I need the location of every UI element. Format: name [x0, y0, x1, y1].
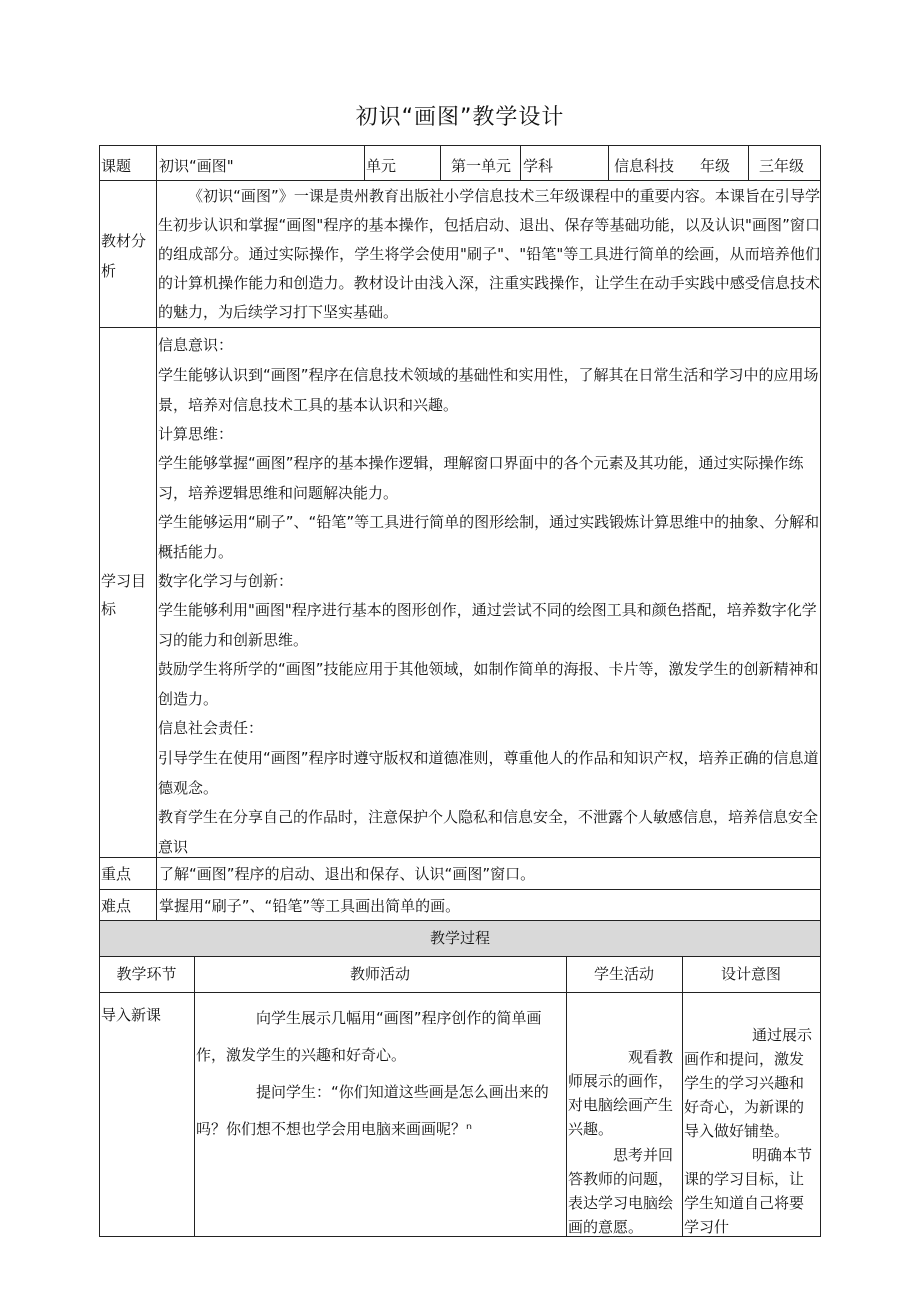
unit-label: 单元	[366, 157, 397, 175]
table-line	[520, 145, 521, 180]
student-activity: 观看教师展示的画作，对电脑绘画产生兴趣。	[568, 1048, 674, 1138]
process-header: 学生活动	[593, 965, 654, 983]
grade-value: 三年级	[759, 157, 805, 175]
analysis-text: 《初识“画图”》一课是贵州教育出版社小学信息技术三年级课程中的重要内容。本课旨在引导学生初步认识和掌握“画图"程序的基本操作，包括启动、退出、保存等基础功能，以及认识"画图”窗口的组成部分。通过实际操作，学生将学会使用"刷子"、"铅笔"等工具进行简单的绘画，从而培养他们的计算机操作能力和创造力。教材设计由浅入深，注重实践操作，让学生在动手实践中感受信息技术的魅力，为后续学习打下坚实基础。	[158, 187, 820, 321]
teacher-activity: 提问学生：“你们知道这些画是怎么画出来的吗？你们想不想也学会用电脑来画画呢？ⁿ	[196, 1083, 549, 1138]
table-line	[99, 327, 821, 328]
process-header: 设计意图	[720, 965, 781, 983]
table-line	[748, 145, 749, 180]
table-line	[99, 992, 821, 993]
analysis-label-line: 析	[101, 262, 117, 280]
table-line	[682, 956, 683, 1237]
process-header: 教学环节	[116, 965, 177, 983]
page-title: 初识“画图”教学设计	[355, 105, 565, 130]
table-line	[364, 145, 365, 180]
objective-item: 数字化学习与创新：	[158, 572, 294, 590]
table-line	[99, 956, 821, 957]
objective-item: 学生能够利用"画图"程序进行基本的图形创作，通过尝试不同的绘图工具和颜色搭配，培养数字化学习的能力和创新思维。	[158, 601, 817, 649]
student-activity: 思考并回答教师的问题，表达学习电脑绘画的意愿。	[568, 1146, 674, 1236]
table-line	[99, 920, 821, 921]
design-intent: 明确本节课的学习目标，让学生知道自己将要学习什	[684, 1146, 813, 1236]
table-line	[566, 956, 567, 1237]
table-line	[440, 145, 441, 180]
objective-item: 教育学生在分享自己的作品时，注意保护个人隐私和信息安全，不泄露个人敏感信息，培养信息安全意识	[158, 808, 819, 856]
objective-item: 引导学生在使用“画图”程序时遵守版权和道德准则，尊重他人的作品和知识产权，培养正确的信息道德观念。	[158, 749, 819, 797]
difficulty-text: 掌握用“刷子”、“铅笔”等工具画出简单的画。	[159, 897, 461, 915]
course-label: 课题	[101, 157, 132, 175]
table-line	[156, 145, 157, 920]
objective-item: 计算思维：	[158, 425, 234, 443]
table-line	[99, 889, 821, 890]
objective-item: 信息社会责任：	[158, 719, 264, 737]
table-line	[99, 145, 100, 1237]
table-line	[608, 145, 609, 180]
course-value: 初识“画图"	[159, 157, 234, 175]
objective-item: 学生能够认识到“画图”程序在信息技术领域的基础性和实用性，了解其在日常生活和学习中的应用场景，培养对信息技术工具的基本认识和兴趣。	[158, 366, 819, 414]
grade-label: 年级	[700, 157, 731, 175]
objective-item: 学生能够掌握“画图”程序的基本操作逻辑，理解窗口界面中的各个元素及其功能，通过实际操作练习，培养逻辑思维和问题解决能力。	[158, 454, 804, 502]
analysis-label-line: 教材分	[101, 232, 147, 250]
objectives-label-line: 标	[101, 600, 117, 618]
table-line	[99, 145, 821, 146]
key-point-label: 重点	[101, 865, 132, 883]
table-line	[820, 145, 821, 1237]
subject-value: 信息科技	[614, 157, 675, 175]
design-intent: 通过展示画作和提问，激发学生的学习兴趣和好奇心，为新课的导入做好铺垫。	[684, 1026, 813, 1140]
unit-value: 第一单元	[451, 157, 512, 175]
process-stage: 导入新课	[101, 1006, 162, 1024]
objectives-label-line: 学习目	[101, 572, 147, 590]
objectives-clip	[158, 330, 820, 856]
difficulty-label: 难点	[101, 897, 132, 915]
objective-item: 信息意识：	[158, 336, 234, 354]
process-heading: 教学过程	[429, 929, 490, 947]
objective-item: 学生能够运用“刷子”、“铅笔”等工具进行简单的图形绘制，通过实践锻炼计算思维中的抽象、分解和概括能力。	[158, 513, 820, 561]
table-line	[194, 956, 195, 1237]
table-line	[99, 180, 821, 181]
table-line	[99, 857, 821, 858]
objective-item: 鼓励学生将所学的“画图”技能应用于其他领域，如制作简单的海报、卡片等，激发学生的创新精神和创造力。	[158, 660, 819, 708]
key-point-text: 了解“画图”程序的启动、退出和保存、认识“画图”窗口。	[159, 865, 536, 883]
process-header: 教师活动	[349, 965, 410, 983]
teacher-activity: 向学生展示几幅用“画图”程序创作的简单画作，激发学生的兴趣和好奇心。	[196, 1009, 542, 1064]
subject-label: 学科	[523, 157, 554, 175]
